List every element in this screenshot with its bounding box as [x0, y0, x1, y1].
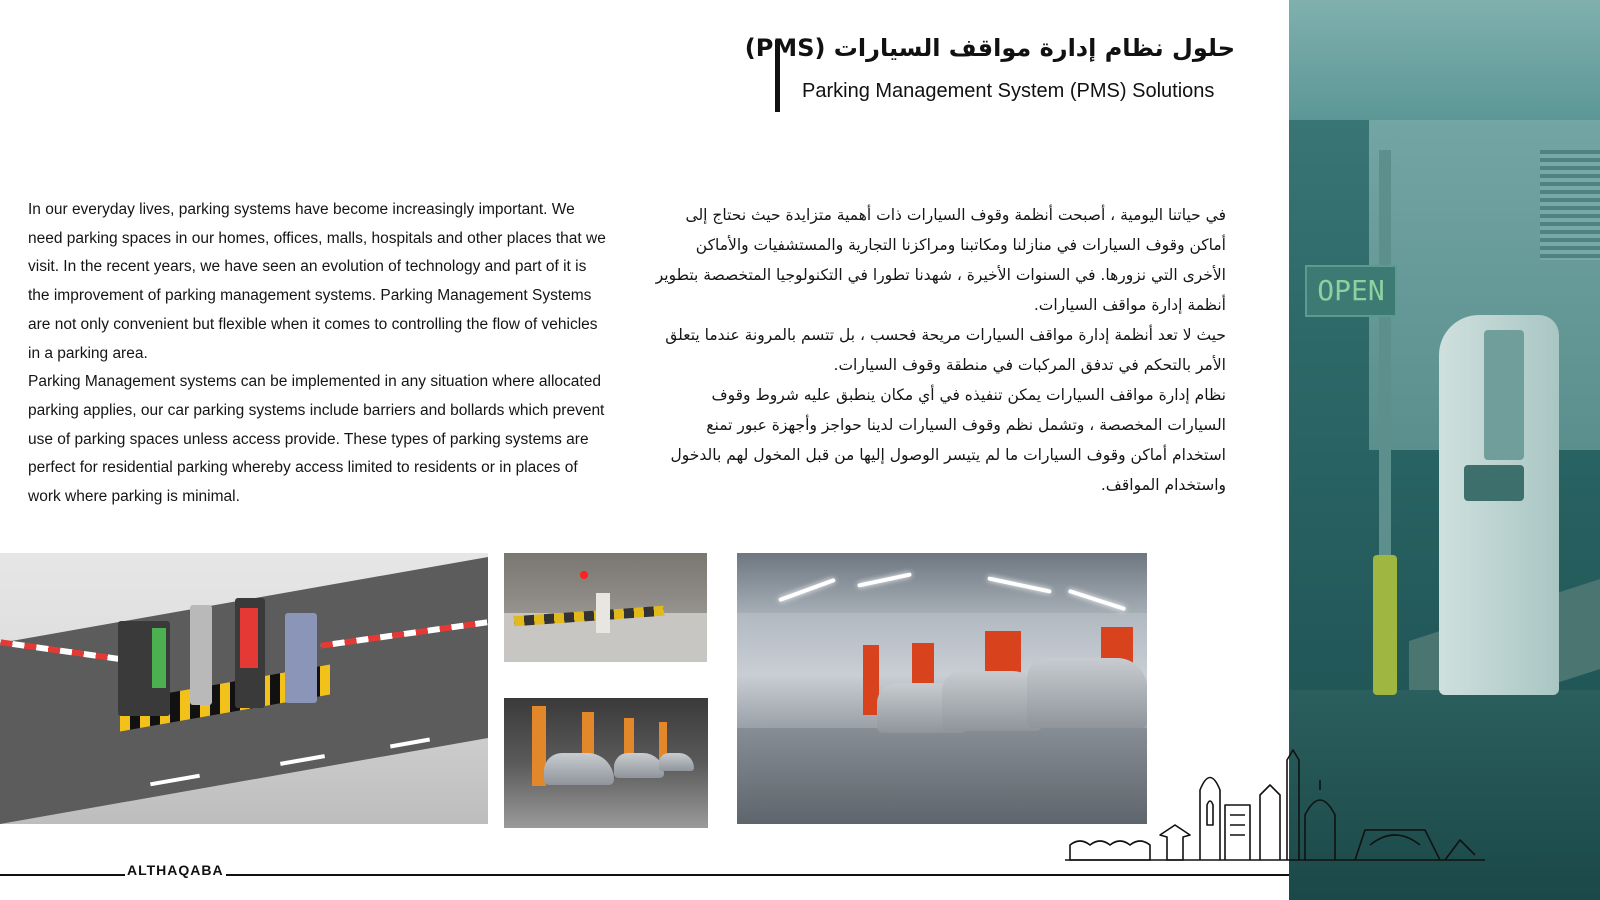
garage-entry-gate-photo	[504, 553, 707, 662]
paragraph-ar-3: نظام إدارة مواقف السيارات يمكن تنفيذه في أي مكان ينطبق عليه شروط وقوف السيارات المخصصة ، وتشمل نظم وقوف السيارات لدينا حواجز وأجهزة عبور تمنع استخدام أماكن وقوف السيارات ما لم يتيسر الوصول إليها من قبل المخول لهم بالدخول واستخدام المواقف.	[670, 386, 1226, 494]
paragraph-ar-1: في حياتنا اليومية ، أصبحت أنظمة وقوف السيارات ذات أهمية متزايدة حيث نحتاج إلى أماكن وقوف السيارات في منازلنا ومكاتبنا ومراكزنا التجارية والمستشفيات والأماكن الأخرى التي نزورها. في السنوات الأخيرة ، شهدنا تطورا في التكنولوجيا المتخصصة بتطوير أنظمة إدارة مواقف السيارات.	[655, 206, 1226, 314]
ceiling	[1289, 0, 1600, 120]
barrier-housing	[285, 613, 317, 703]
open-sign: OPEN	[1305, 265, 1397, 317]
parked-car	[659, 753, 694, 771]
page-title-arabic: حلول نظام إدارة مواقف السيارات (PMS)	[744, 34, 1235, 62]
kiosk-panel	[1484, 330, 1524, 460]
barrier-post	[596, 593, 610, 633]
body-text-arabic	[650, 200, 1226, 500]
paragraph-en-2: Parking Management systems can be implemented in any situation where allocated parking applies, our car parking systems include barriers and bollards which prevent use of parking spaces unless access provide. These types of parking systems are perfect for residential parking whereby access limited to residents or in places of work where parking is minimal.	[28, 373, 605, 506]
underground-parking-photo-small	[504, 698, 708, 828]
parked-car	[544, 753, 614, 785]
city-skyline-line-art-icon	[1065, 745, 1485, 880]
barrier-gate-render-photo	[0, 553, 488, 824]
terminal-screen	[240, 608, 258, 668]
barrier-column	[190, 605, 212, 705]
parked-car	[1027, 658, 1147, 728]
yellow-bollard	[1373, 555, 1397, 695]
parked-car	[614, 753, 664, 778]
wall-vent	[1540, 150, 1600, 260]
terminal-screen	[152, 628, 166, 688]
paragraph-en-1: In our everyday lives, parking systems have become increasingly important. We need parking spaces in our homes, offices, malls, hospitals and other places that we visit. In the recent years, we have seen an evolution of technology and part of it is the improvement of parking management systems. Parking Management Systems are not only convenient but flexible when it comes to controlling the flow of vehicles in a parking area.	[28, 201, 606, 362]
body-text-english	[28, 196, 608, 512]
company-logo: ALTHAQABA	[127, 862, 224, 878]
paragraph-ar-2: حيث لا تعد أنظمة إدارة مواقف السيارات مريحة فحسب ، بل تتسم بالمرونة عندما يتعلق الأمر بالتحكم في تدفق المركبات في منطقة وقوف السيارات.	[665, 326, 1226, 374]
page-title-english: Parking Management System (PMS) Solutions	[802, 80, 1215, 102]
garage-ceiling	[737, 553, 1147, 613]
kiosk-ticket-slot	[1464, 465, 1524, 501]
red-signal-light	[580, 571, 588, 579]
